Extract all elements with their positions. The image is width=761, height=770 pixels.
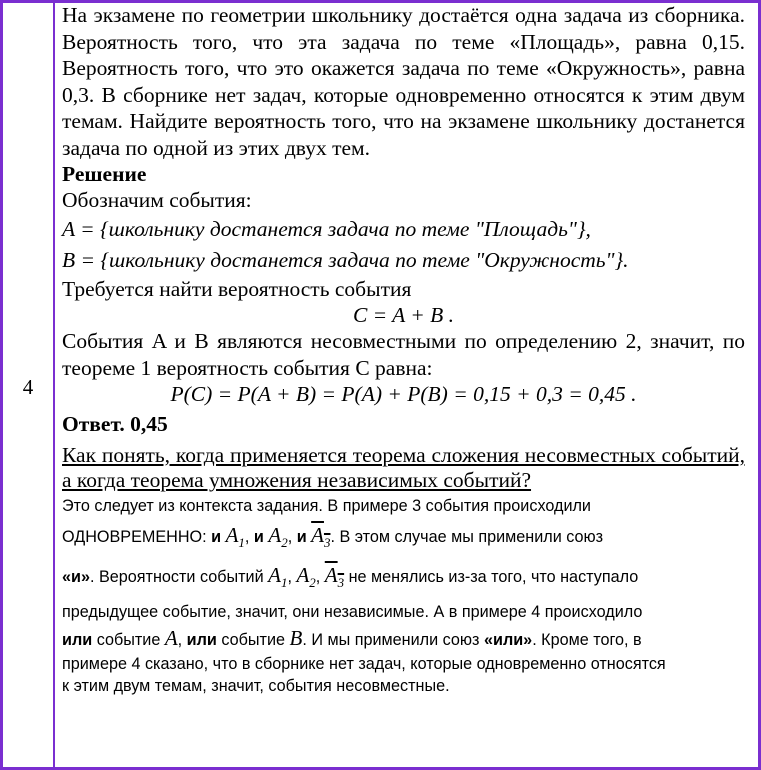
or-quoted: «или» [483,631,533,650]
event-a-definition: A = {школьнику достанется задача по теме "Площадь"}, [62,216,591,241]
explanation-line-4: предыдущее событие, значит, они независимые. А в примере 4 происходило [62,603,643,622]
simultaneous-text: ОДНОВРЕМЕННО: [62,528,207,546]
incompatible-text: События A и B являются несовместными по определению 2, значит, по теореме 1 вероятность события C равна: [62,329,745,380]
explanation-line-2: ОДНОВРЕМЕННО: и $A_1$, и $A_2$, и $A_3$. В этом случае мы применили союз [62,523,604,551]
explanation-line-5: или событие A, или событие B. И мы применили союз «или». Кроме того, в [62,626,642,651]
question: Как понять, когда применяется теорема сложения несовместных событий, а когда теорема умножения независимых событий? [62,443,745,492]
explanation-line-6: примере 4 сказано, что в сборнике нет задач, которые одновременно относятся [62,655,666,674]
and-quoted: «и» [62,568,90,587]
union-text: . В этом случае мы применили союз [330,528,604,546]
and-word-3: и [296,528,307,546]
symbol-a: A [164,626,178,651]
a2: $A_2$ [268,523,288,551]
a2-b: $A_2$ [296,563,316,591]
and-word-2: и [253,528,264,546]
problem-text: На экзамене по геометрии школьнику достаётся одна задача из сборника. Вероятность того, что эта задача по теме «Площадь», равна 0,15. Вероятность того, что это окажется задача по теме «Окружность», равна 0,3. В сборнике нет задач, которые одновременно относятся к этим двум темам. Найдите вероятность того, что на экзамене школьнику достанется задача по одной из этих двух тем. [62,3,745,160]
formula-c [62,302,745,328]
explanation-line-7: к этим двум темам, значит, события несовместные. [62,677,450,696]
a1-b: $A_1$ [268,563,288,591]
event-b-definition: B = {школьнику достанется задача по теме "Окружность"}. [62,247,629,272]
formula-c-text: C = A + B . [352,303,455,327]
or-word-1: или [62,631,93,650]
a3-complement-b: $A_3$ [324,563,345,591]
solution-heading: Решение [62,162,147,186]
a3-complement: $A_3$ [311,523,331,551]
events-intro: Обозначим события: [62,188,252,212]
number-column [3,3,55,767]
content-cell [62,2,745,697]
row-number: 4 [22,375,34,399]
explanation-line-3: «и». Вероятности событий $A_1$, $A_2$, $A_3$ не менялись из-за того, что наступало [62,563,639,591]
probability-formula [62,381,745,407]
find-text: Требуется найти вероятность события [62,276,412,301]
explanation-line-1: Это следует из контекста задания. В примере 3 события происходили [62,497,591,515]
or-word-2: или [186,631,217,650]
and-word-1: и [211,528,222,546]
answer: Ответ. 0,45 [62,412,168,436]
probability-formula-text: P(C) = P(A + B) = P(A) + P(B) = 0,15 + 0,3 = 0,45 . [170,382,637,406]
symbol-b: B [289,626,303,651]
a1: $A_1$ [225,523,245,551]
